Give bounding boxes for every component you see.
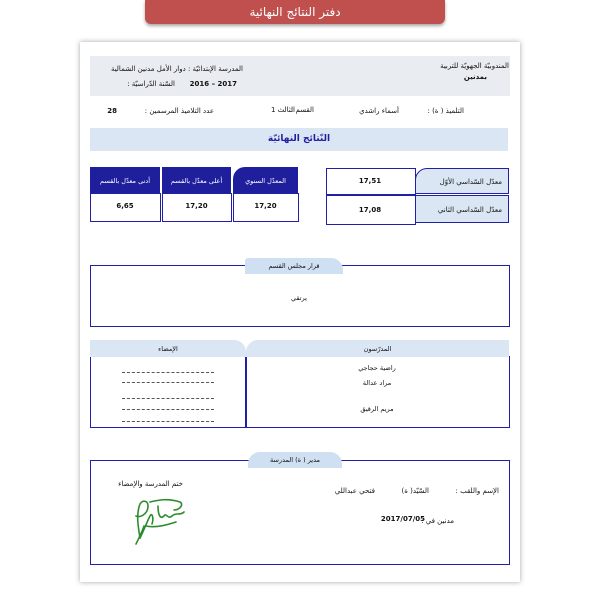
signature-box: [90, 356, 246, 428]
highest-avg-value: 17,20: [185, 202, 208, 210]
teachers-header-label: المدرّسون: [363, 345, 392, 353]
year-label: السّنة الدّراسيّة :: [127, 80, 175, 88]
director-name: فتحي عبداللي: [334, 487, 375, 495]
signature-header-label: الإمضاء: [158, 345, 178, 353]
region-label: بمدنين: [463, 73, 487, 81]
student-count-value: 28: [107, 107, 117, 115]
s2-value: 17,08: [358, 206, 382, 214]
teacher-name-2: مراد عدالة: [362, 379, 392, 387]
student-name: أسماء راشدي: [359, 107, 399, 115]
signature-line-3: [122, 398, 214, 399]
s2-label: معدّل السّداسي الثاني: [437, 206, 502, 214]
place-label: مدنين في :: [421, 517, 454, 525]
council-tab: قرار مجلس القسم: [245, 258, 343, 274]
class-value: الثالث 1: [270, 106, 295, 114]
year-value: 2016 – 2017: [189, 80, 237, 88]
director-signature: [128, 496, 190, 548]
director-title: السّيّد( ة): [401, 487, 429, 495]
s1-value: 17,51: [358, 177, 382, 185]
council-decision: يرتقي: [291, 294, 307, 302]
annual-avg-label: المعدّل السنوي: [245, 177, 286, 185]
annual-avg-value: 17,20: [254, 202, 277, 210]
school-label: المدرسة الإبتدائيّة : دوار الأمل مدنين الشمالية: [110, 65, 243, 73]
page-banner: دفتر النتائج النهائية: [145, 0, 445, 24]
signature-line-5: [122, 421, 214, 422]
stamp-label: ختم المدرسة والإمضاء: [118, 480, 183, 488]
results-title: النّتائج النهائيّة: [267, 134, 331, 144]
signature-line-2: [122, 382, 214, 383]
s1-label: معدّل السّداسي الأوّل: [439, 178, 502, 186]
signature-line-4: [122, 409, 214, 410]
lowest-avg-value: 6,65: [116, 202, 134, 210]
ministry-label: المندوبيّة الجهويّة للتربية: [440, 62, 509, 70]
student-name-label: التلميذ ( ة) :: [427, 107, 464, 115]
signature-line-1: [122, 372, 214, 373]
report-date: 2017/07/05: [380, 515, 425, 523]
lowest-avg-label: أدنى معدّل بالقسم: [100, 177, 150, 185]
teacher-name-3: مريم الرقيق: [360, 405, 394, 413]
director-name-label: الإسم واللقب :: [455, 487, 499, 495]
director-tab: مدير ( ة) المدرسة: [248, 452, 342, 468]
teacher-name-1: راضية حجاجي: [358, 364, 396, 372]
student-count-label: عدد التلاميذ المرسمين :: [144, 107, 214, 115]
highest-avg-label: أعلى معدّل بالقسم: [170, 177, 223, 185]
class-label: القسم :: [290, 106, 314, 114]
